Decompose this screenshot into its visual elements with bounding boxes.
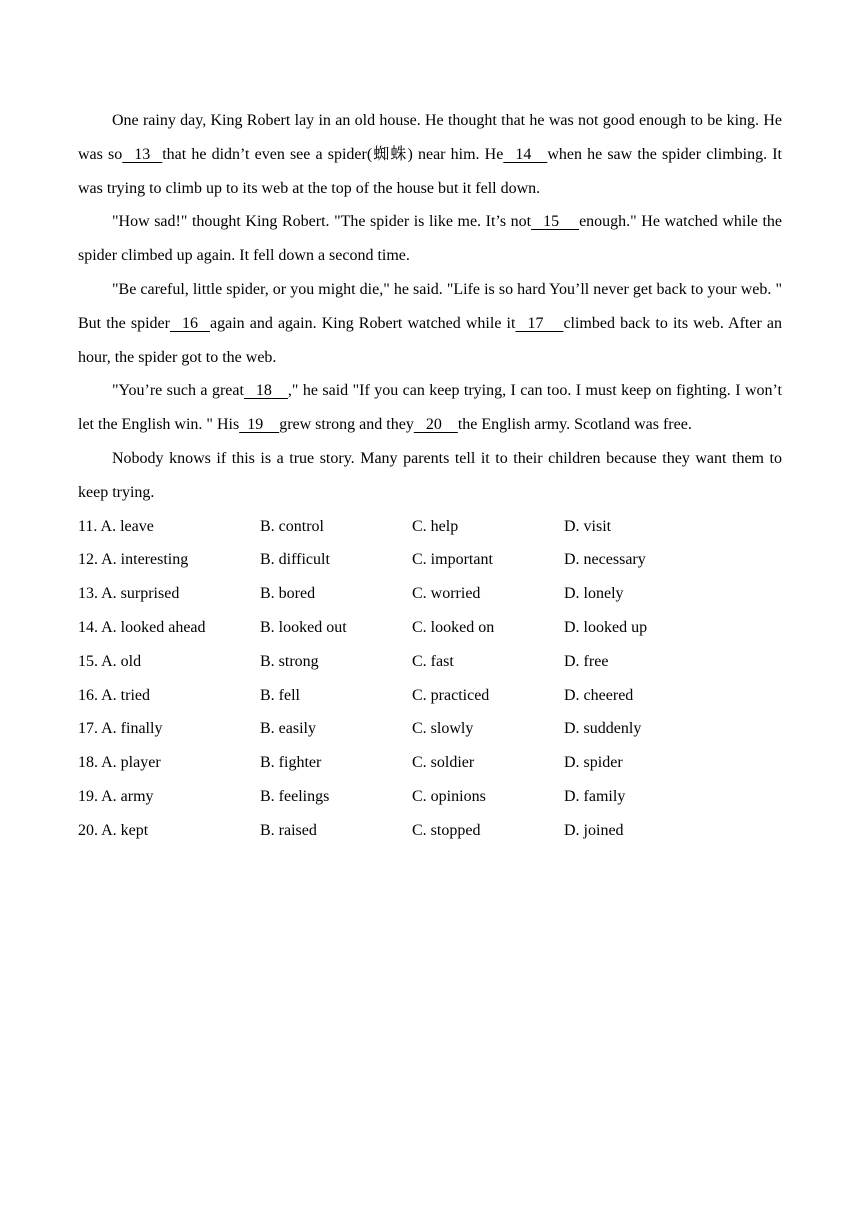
question-row (78, 645, 782, 679)
answer-blank: 18 (243, 382, 288, 400)
passage-paragraph (78, 205, 782, 273)
option-d: D. joined (564, 821, 624, 839)
passage-text: grew strong and they (279, 416, 414, 434)
option-d: D. looked up (564, 618, 648, 636)
answer-blank: 17 (515, 314, 564, 332)
answer-blank: 13 (122, 145, 163, 163)
passage-text: ," he said "If you can keep trying, I can too. I must keep on fighting. I won’t let the English win. " His (78, 382, 782, 434)
question-row (78, 746, 782, 780)
option-d: D. lonely (564, 585, 624, 603)
option-d: D. suddenly (564, 720, 642, 738)
option-a: 19. A. army (78, 787, 154, 805)
option-a: 16. A. tried (78, 686, 150, 704)
passage-paragraph (78, 104, 782, 205)
passage-text: "Be careful, little spider, or you might die," he said. "Life is so hard You’ll never get back to your web. " But the spider (78, 280, 782, 332)
option-c: C. practiced (412, 686, 490, 704)
passage-paragraph (78, 442, 782, 510)
option-d: D. family (564, 787, 626, 805)
option-a: 12. A. interesting (78, 551, 189, 569)
option-b: B. control (260, 517, 324, 535)
answer-blank: 16 (169, 314, 210, 332)
option-d: D. free (564, 652, 609, 670)
option-c: C. worried (412, 585, 481, 603)
option-a: 14. A. looked ahead (78, 618, 206, 636)
option-a: 17. A. finally (78, 720, 163, 738)
option-c: C. important (412, 551, 493, 569)
passage-paragraph (78, 374, 782, 442)
passage-paragraph (78, 273, 782, 374)
option-b: B. fighter (260, 754, 322, 772)
option-a: 18. A. player (78, 754, 161, 772)
question-row (78, 712, 782, 746)
option-a: 15. A. old (78, 652, 142, 670)
option-c: C. stopped (412, 821, 481, 839)
option-b: B. strong (260, 652, 319, 670)
option-c: C. opinions (412, 787, 486, 805)
passage-text: One rainy day, King Robert lay in an old house. He thought that he was not good enough to be king. He was so (78, 112, 782, 163)
option-c: C. slowly (412, 720, 474, 738)
option-a: 13. A. surprised (78, 585, 180, 603)
option-d: D. cheered (564, 686, 634, 704)
option-b: B. easily (260, 720, 316, 738)
passage-text: when he saw the spider climbing. It was trying to climb up to its web at the top of the house but it fell down. (78, 145, 782, 197)
answer-blank: 15 (531, 213, 580, 231)
option-b: B. feelings (260, 787, 330, 805)
option-c: C. soldier (412, 754, 475, 772)
question-row (78, 543, 782, 577)
question-row (78, 814, 782, 848)
question-row (78, 780, 782, 814)
question-row (78, 577, 782, 611)
passage-text: "How sad!" thought King Robert. "The spider is like me. It’s not (112, 213, 532, 231)
option-b: B. bored (260, 585, 316, 603)
passage-text: enough." He watched while the spider climbed up again. It fell down a second time. (78, 213, 782, 265)
document-page (78, 104, 782, 848)
passage-text: again and again. King Robert watched while it (209, 314, 516, 332)
option-d: D. spider (564, 754, 623, 772)
answer-options (78, 510, 782, 848)
question-row (78, 510, 782, 544)
option-b: B. looked out (260, 618, 347, 636)
answer-blank: 19 (239, 416, 280, 434)
option-a: 20. A. kept (78, 821, 149, 839)
option-c: C. fast (412, 652, 454, 670)
option-b: B. fell (260, 686, 300, 704)
question-row (78, 679, 782, 713)
question-row (78, 611, 782, 645)
answer-blank: 20 (413, 416, 458, 434)
passage-text: Nobody knows if this is a true story. Many parents tell it to their children because they want them to keep trying. (78, 449, 782, 501)
option-c: C. looked on (412, 618, 495, 636)
option-d: D. necessary (564, 551, 646, 569)
reading-passage (78, 104, 782, 510)
option-a: 11. A. leave (78, 517, 154, 535)
passage-text: climbed back to its web. After an hour, the spider got to the web. (78, 314, 783, 366)
option-c: C. help (412, 517, 459, 535)
option-d: D. visit (564, 517, 612, 535)
passage-text: "You’re such a great (112, 382, 244, 400)
option-b: B. difficult (260, 551, 330, 569)
option-b: B. raised (260, 821, 317, 839)
answer-blank: 14 (503, 145, 548, 163)
passage-text: the English army. Scotland was free. (457, 416, 692, 434)
passage-text: that he didn’t even see a spider(蜘蛛) near him. He (162, 145, 504, 163)
